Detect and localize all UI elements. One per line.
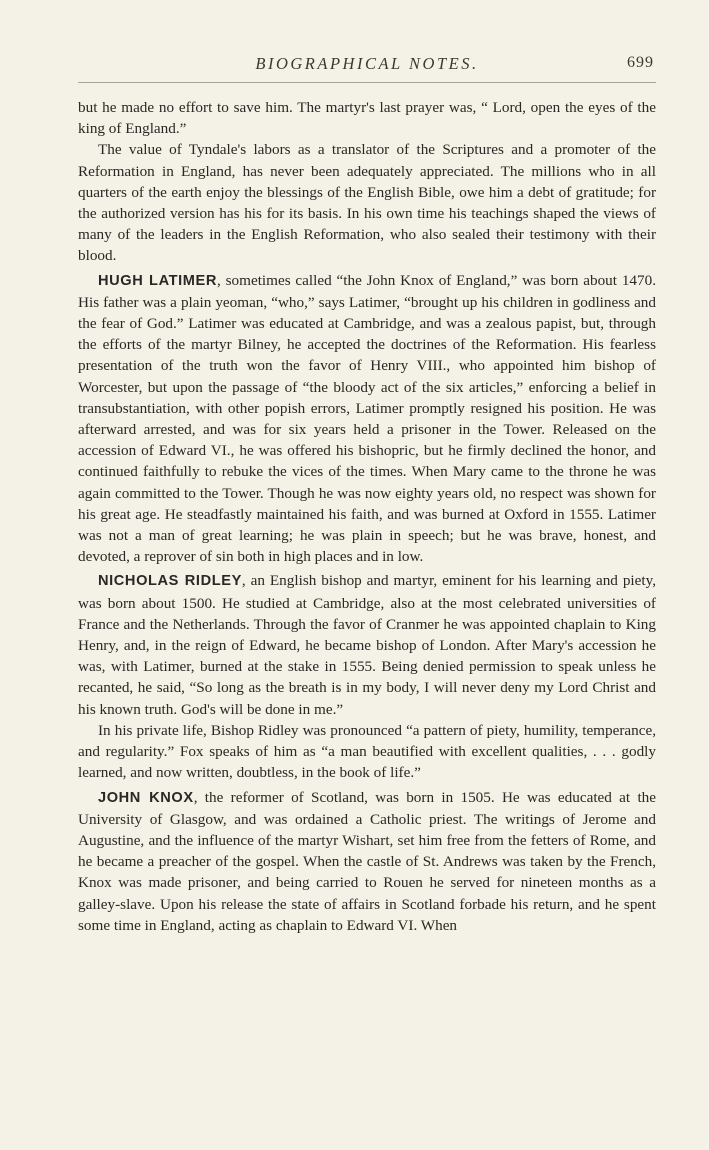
paragraph-text: The value of Tyndale's labors as a translator of the Scriptures and a promoter of the Reformation in England, has never been adequately appreciated. The millions who in all quarters of the earth enjoy the blessings of the English Bible, owe him a debt of gratitude; for the authorized version has his for its basis. In his own time his teachings shaped the views of many of the leaders in the English Reformation, who also sealed their testimony with their blood. (78, 141, 656, 265)
paragraph-text: , an English bishop and martyr, eminent for his learning and piety, was born about 1500. He studied at Cambridge, also at the most celebrated universities of France and the Netherlands. Through the favor of Cranmer he was appointed chaplain to King Henry, and, in the reign of Edward, he became bishop of London. After Mary's accession he was, with Latimer, burned at the stake in 1555. Being denied permission to speak unless he recanted, he said, “So long as the breath is in my body, I will never deny my Lord Christ and his known truth. God's will be done in me.” (78, 572, 656, 718)
entry-john-knox (78, 787, 656, 936)
entry-heading: HUGH LATIMER (98, 272, 218, 289)
paragraph-text: but he made no effort to save him. The martyr's last prayer was, “ Lord, open the eyes of the king of England.” (78, 99, 656, 138)
page-header (78, 52, 656, 83)
book-page (78, 52, 656, 936)
page-number: 699 (627, 54, 654, 71)
paragraph-tyndale-continued (78, 97, 656, 139)
entry-heading: NICHOLAS RIDLEY (98, 573, 242, 590)
entry-heading: JOHN KNOX (98, 789, 194, 806)
entry-nicholas-ridley (78, 570, 656, 719)
paragraph-tyndale-legacy (78, 139, 656, 266)
paragraph-text: In his private life, Bishop Ridley was pronounced “a pattern of piety, humility, temperance, and regularity.” Fox speaks of him as “a man beautified with excellent qualities, . . . godly learned, and now written, doubtless, in the book of life.” (78, 721, 656, 782)
entry-hugh-latimer (78, 270, 656, 568)
paragraph-text: , sometimes called “the John Knox of England,” was born about 1470. His father was a plain yeoman, “who,” says Latimer, “brought up his children in godliness and the fear of God.” Latimer was educated at Cambridge, and was a zealous papist, but, through the efforts of the martyr Bilney, he accepted the doctrines of the Reformation. His fearless presentation of the truth won the favor of Henry VIII., who appointed him bishop of Worcester, but upon the passage of “the bloody act of the six articles,” enforcing a belief in transubstantiation, with other popish errors, Latimer promptly resigned his position. He was afterward arrested, and was for six years held a prisoner in the Tower. Released on the accession of Edward VI., he was offered his bishopric, but he firmly declined the honor, and continued faithfully to rebuke the vices of the times. When Mary came to the throne he was again committed to the Tower. Though he was now eighty years old, no respect was shown for his great age. He steadfastly maintained his faith, and was burned at Oxford in 1555. Latimer was not a man of great learning; he was plain in speech; but he was brave, honest, and devoted, a reprover of sin both in high places and in low. (78, 271, 656, 566)
running-head: BIOGRAPHICAL NOTES. (255, 54, 479, 73)
page-body (78, 97, 656, 936)
paragraph-ridley-private-life (78, 720, 656, 784)
paragraph-text: , the reformer of Scotland, was born in 1505. He was educated at the University of Glasgow, and was ordained a Catholic priest. The writings of Jerome and Augustine, and the influence of the martyr Wishart, set him free from the fetters of Rome, and he became a preacher of the gospel. When the castle of St. Andrews was taken by the French, Knox was made prisoner, and being carried to Rouen he served for nineteen months as a galley-slave. Upon his release the state of affairs in Scotland forbade his return, and he spent some time in England, acting as chaplain to Edward VI. When (78, 788, 656, 934)
